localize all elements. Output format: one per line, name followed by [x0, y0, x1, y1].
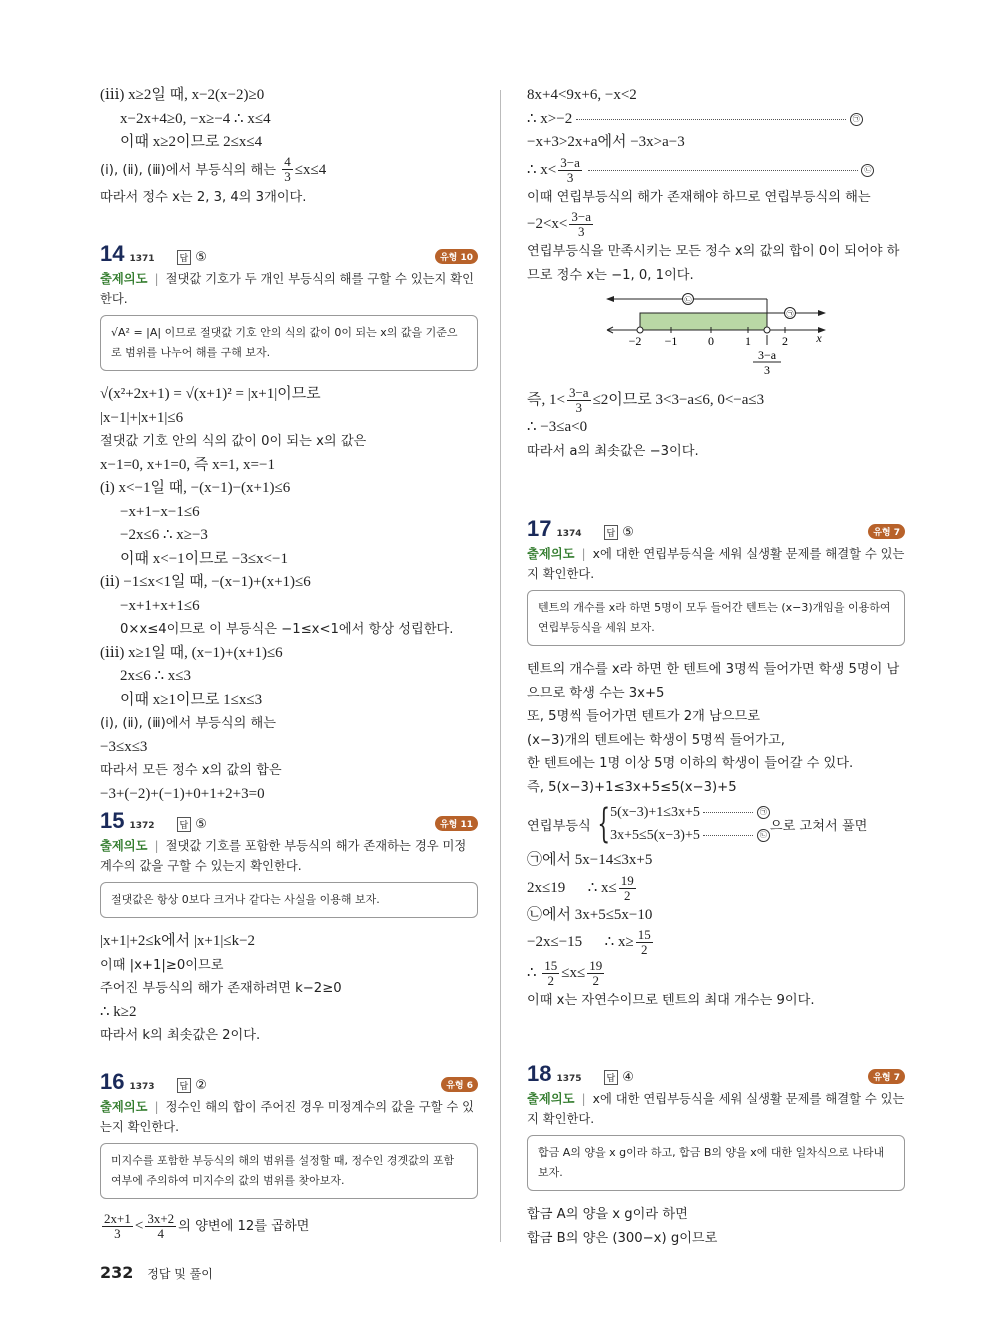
problem-number: 18 — [527, 1061, 552, 1086]
problem-code: 1371 — [129, 254, 155, 264]
text-line: −x+1+x+1≤6 — [120, 597, 200, 614]
open-point — [637, 327, 643, 333]
intent-text: x에 대한 연립부등식을 세워 실생활 문제를 해결할 수 있는지 확인한다. — [527, 547, 905, 581]
problem-18 — [527, 1061, 905, 1250]
axis-label: x — [816, 331, 822, 345]
hint-box: 절댓값은 항상 0보다 크거나 같다는 사실을 이용해 보자. — [100, 882, 478, 918]
problem-number: 17 — [527, 516, 552, 541]
text-line: 절댓값 기호 안의 식의 값이 0이 되는 x의 값은 — [100, 434, 367, 449]
text-line — [527, 927, 905, 958]
problem-16 — [100, 1069, 478, 1242]
footer-label: 정답 및 풀이 — [147, 1267, 213, 1281]
intent-label: 출제의도 — [527, 1092, 575, 1106]
fraction — [282, 155, 293, 184]
numerator: 4 — [284, 154, 291, 169]
intent: 출제의도 | 절댓값 기호를 포함한 부등식의 해가 존재하는 경우 미정계수의 값을 구할 수 있는지 확인한다. — [100, 839, 467, 873]
denominator: 3 — [566, 169, 574, 185]
text-line: √(x²+2x+1) = √(x+1)² = |x+1|이므로 — [100, 386, 321, 402]
text: (ⅰ), (ⅱ), (ⅲ)에서 부등식의 해는 — [100, 162, 277, 178]
denominator: 4 — [157, 1225, 164, 1241]
text: −2x≤−15 ∴ x≥ — [527, 934, 634, 950]
text-line: 므로 정수 x는 −1, 0, 1이다. — [527, 267, 694, 283]
text-line: x−1=0, x+1=0, 즉 x=1, x=−1 — [100, 456, 275, 473]
intent-label: 출제의도 — [100, 272, 148, 286]
denominator: 3 — [575, 400, 582, 416]
problem-code: 1374 — [556, 529, 582, 539]
mark-2: ㉡ — [757, 829, 770, 842]
number-line — [527, 287, 905, 385]
fraction — [569, 210, 593, 239]
text-line: (ⅲ) x≥1일 때, (x−1)+(x+1)≤6 — [100, 644, 283, 661]
text-line: (ⅲ) x≥2일 때, x−2(x−2)≥0 — [100, 87, 265, 103]
text-line: 이때 x<−1이므로 −3≤x<−1 — [120, 550, 288, 567]
numerator: 2x+1 — [104, 1210, 131, 1226]
system-of-inequalities: 연립부등식 { 5(x−3)+1≤3x+5 ㉠ 3x+5≤5(x−3)+5 ㉡ 으로 고쳐서 풀면 — [527, 801, 868, 847]
text-line: 한 텐트에는 1명 이상 5명 이하의 학생이 들어갈 수 있다. — [527, 756, 854, 771]
answer-icon: 답 — [177, 817, 192, 832]
text-line: ㉡에서 3x+5≤5x−10 — [527, 906, 653, 923]
fraction — [636, 928, 653, 957]
type-badge: 유형 6 — [441, 1077, 478, 1092]
answer-value: ⑤ — [622, 525, 634, 540]
text-line: x−2x+4≥0, −x≥−4 ∴ x≤4 — [120, 110, 271, 127]
fraction — [102, 1212, 133, 1241]
fraction — [558, 156, 582, 185]
text-line: −x+3>2x+a에서 −3x>a−3 — [527, 134, 685, 150]
page-footer — [100, 1263, 213, 1282]
text-line — [527, 155, 905, 186]
problem-header — [527, 1061, 905, 1089]
text-line: (ⅱ) −1≤x<1일 때, −(x−1)+(x+1)≤6 — [100, 574, 311, 590]
text: 2x≤19 ∴ x≤ — [527, 879, 617, 896]
fraction — [567, 386, 591, 415]
text-line — [100, 155, 478, 186]
text-line: 따라서 정수 x는 2, 3, 4의 3개이다. — [100, 189, 307, 205]
intent: 출제의도 | x에 대한 연립부등식을 세워 실생활 문제를 해결할 수 있는지 확인한다. — [527, 1092, 905, 1126]
text-line: 주어진 부등식의 해가 존재하려면 k−2≥0 — [100, 981, 342, 996]
text: 연립부등식 — [527, 818, 591, 834]
mark-1: ㉠ — [850, 113, 863, 126]
text: ≤x≤4 — [294, 161, 327, 178]
text-line: ㉠에서 5x−14≤3x+5 — [527, 852, 653, 868]
text-line — [527, 209, 905, 240]
text-line — [527, 108, 905, 132]
text-line: |x+1|+2≤k에서 |x+1|≤k−2 — [100, 933, 256, 949]
type-badge: 유형 11 — [435, 816, 478, 831]
leader-dots — [576, 119, 846, 120]
right-top-solution — [527, 84, 905, 463]
text: 즉, 1< — [527, 392, 565, 408]
problem-header — [100, 1069, 478, 1097]
problem-14 — [100, 241, 478, 806]
problem-header — [100, 808, 478, 836]
text-line — [527, 873, 905, 904]
numerator: 15 — [544, 958, 558, 974]
hint-box: 텐트의 개수를 x라 하면 5명이 모두 들어간 텐트는 (x−3)개임을 이용하여 연립부등식을 세워 보자. — [527, 590, 905, 646]
intent-text: 절댓값 기호를 포함한 부등식의 해가 존재하는 경우 미정계수의 값을 구할 수 있는지 확인한다. — [100, 839, 467, 873]
problem-17 — [527, 516, 905, 1013]
hint-box: √A² = |A| 이므로 절댓값 기호 안의 식의 값이 0이 되는 x의 값을 기준으로 범위를 나누어 해를 구해 보자. — [100, 315, 478, 371]
answer — [177, 817, 207, 832]
intent-label: 출제의도 — [100, 1100, 148, 1114]
problem-code: 1373 — [129, 1082, 155, 1092]
text-line: 0×x≤4이므로 이 부등식은 −1≤x<1에서 항상 성립한다. — [120, 622, 454, 637]
left-top-solution — [100, 84, 478, 209]
fraction — [542, 959, 559, 988]
text-line: 따라서 모든 정수 x의 값의 합은 — [100, 763, 282, 778]
text: ∴ x>−2 — [527, 110, 573, 127]
intent-label: 출제의도 — [527, 547, 575, 561]
problem-number: 15 — [100, 808, 125, 833]
intent: 출제의도 | x에 대한 연립부등식을 세워 실생활 문제를 해결할 수 있는지 확인한다. — [527, 547, 905, 581]
problem-code: 1375 — [556, 1074, 582, 1084]
leader-dots — [588, 170, 858, 171]
answer — [177, 250, 207, 265]
problem-header — [527, 516, 905, 544]
text-line: 따라서 k의 최솟값은 2이다. — [100, 1028, 261, 1043]
problem-15 — [100, 808, 478, 1048]
denominator: 3 — [284, 169, 291, 184]
text-line: (x−3)개의 텐트에는 학생이 5명씩 들어가고, — [527, 732, 785, 748]
tick-label: 1 — [745, 334, 751, 348]
denominator: 2 — [547, 973, 555, 989]
problem-number: 16 — [100, 1069, 125, 1094]
text: ≤x≤ — [561, 965, 586, 981]
intent-label: 출제의도 — [100, 839, 148, 853]
marker-denominator: 3 — [764, 363, 770, 377]
numerator: 15 — [637, 927, 651, 943]
text-line: −3≤x≤3 — [100, 738, 148, 755]
answer-icon: 답 — [177, 250, 192, 265]
text: ∴ x< — [527, 161, 557, 178]
text: ≤2이므로 3<3−a≤6, 0<−a≤3 — [592, 392, 765, 408]
text-line: ∴ −3≤a<0 — [527, 419, 588, 435]
problem-header — [100, 241, 478, 269]
text-line: −x+1−x−1≤6 — [120, 503, 200, 520]
fraction — [145, 1212, 176, 1241]
text-line: 이때 연립부등식의 해가 존재해야 하므로 연립부등식의 해는 — [527, 189, 871, 205]
problem-number: 14 — [100, 241, 125, 266]
mark-1: ㉠ — [757, 806, 770, 819]
problem-code: 1372 — [129, 821, 155, 831]
text-line — [527, 958, 905, 989]
denominator: 2 — [640, 942, 648, 958]
numerator: 19 — [620, 872, 634, 888]
text-line: (ⅰ) x<−1일 때, −(x−1)−(x+1)≤6 — [100, 480, 291, 496]
text-line: −2x≤6 ∴ x≥−3 — [120, 527, 208, 543]
fraction — [587, 959, 604, 988]
type-badge: 유형 10 — [435, 249, 478, 264]
answer-icon: 답 — [604, 525, 619, 540]
text-line: −3+(−2)+(−1)+0+1+2+3=0 — [100, 785, 265, 802]
text: −2<x< — [527, 216, 568, 232]
text-line: 합금 B의 양은 (300−x) g이므로 — [527, 1230, 718, 1246]
tick-label: −2 — [628, 334, 642, 348]
text-line: |x−1|+|x+1|≤6 — [100, 409, 184, 426]
text-line: 이때 |x+1|≥0이므로 — [100, 957, 224, 973]
open-point — [764, 327, 770, 333]
text-line: ∴ k≥2 — [100, 1003, 137, 1020]
numerator: 19 — [589, 958, 603, 974]
answer-value: ⑤ — [195, 250, 207, 265]
column-divider — [500, 90, 501, 1242]
numerator: 3−a — [568, 385, 589, 401]
text-line: $\frac{2x+1}{3}$ < $\frac{3x+2}{4}$ 의 양변에 12를 곱하면 — [104, 1210, 310, 1241]
intent-text: 절댓값 기호가 두 개인 부등식의 해를 구할 수 있는지 확인한다. — [100, 272, 475, 306]
text: ∴ — [527, 965, 537, 981]
tick-label: 0 — [708, 334, 714, 348]
text-line: 이때 x는 자연수이므로 텐트의 최대 개수는 9이다. — [527, 993, 815, 1008]
numerator: 3−a — [571, 209, 591, 225]
tick-label: 2 — [782, 334, 788, 348]
hint-box: 미지수를 포함한 부등식의 해의 범위를 설정할 때, 정수인 경곗값의 포함 여부에 주의하여 미지수의 값의 범위를 찾아보자. — [100, 1143, 478, 1199]
type-badge: 유형 7 — [868, 1069, 905, 1084]
text-line: 즉, 5(x−3)+1≤3x+5≤5(x−3)+5 — [527, 779, 737, 795]
answer-value: ② — [195, 1078, 207, 1093]
inequality-2: 3x+5≤5(x−3)+5 — [610, 828, 700, 843]
text-line: 텐트의 개수를 x라 하면 한 텐트에 3명씩 들어가면 학생 5명이 남 — [527, 662, 900, 677]
text-line: 연립부등식을 만족시키는 모든 정수 x의 값의 합이 0이 되어야 하 — [527, 244, 900, 259]
denominator: 2 — [624, 887, 631, 903]
text-line: 이때 x≥2이므로 2≤x≤4 — [120, 134, 263, 150]
text: 의 양변에 12를 곱하면 — [178, 1219, 310, 1234]
mark-label: ㉠ — [786, 310, 794, 318]
answer-value: ④ — [622, 1070, 634, 1085]
text-line: (ⅰ), (ⅱ), (ⅲ)에서 부등식의 해는 — [100, 716, 277, 731]
type-badge: 유형 7 — [868, 524, 905, 539]
marker-numerator: 3−a — [757, 348, 777, 362]
answer-value: ⑤ — [195, 817, 207, 832]
text-line: 또, 5명씩 들어가면 텐트가 2개 남으므로 — [527, 709, 761, 724]
text-line: 2x≤6 ∴ x≤3 — [120, 668, 192, 684]
hint-box: 합금 A의 양을 x g이라 하고, 합금 B의 양을 x에 대한 일차식으로 나타내 보자. — [527, 1135, 905, 1191]
text-line: 으므로 학생 수는 3x+5 — [527, 685, 665, 701]
mark-label: ㉡ — [684, 296, 692, 304]
answer-icon: 답 — [604, 1070, 619, 1085]
denominator: 2 — [592, 973, 600, 989]
text-line: 따라서 a의 최솟값은 −3이다. — [527, 443, 699, 459]
intent-text: 정수인 해의 합이 주어진 경우 미정계수의 값을 구할 수 있는지 확인한다. — [100, 1100, 475, 1134]
denominator: 3 — [577, 224, 585, 240]
numerator: 3−a — [560, 154, 580, 170]
answer — [604, 1070, 634, 1085]
tick-label: −1 — [664, 334, 678, 348]
text-line: 8x+4<9x+6, −x<2 — [527, 87, 637, 103]
mark-2: ㉡ — [861, 164, 874, 177]
page-number: 232 — [100, 1263, 134, 1282]
intent: 출제의도 | 정수인 해의 합이 주어진 경우 미정계수의 값을 구할 수 있는지 확인한다. — [100, 1100, 475, 1134]
text-line — [527, 385, 905, 416]
denominator: 3 — [114, 1225, 121, 1241]
numerator: 3x+2 — [147, 1210, 175, 1226]
answer — [604, 525, 634, 540]
text-line: 합금 A의 양을 x g이라 하면 — [527, 1207, 688, 1222]
text-line: 이때 x≥1이므로 1≤x≤3 — [120, 691, 263, 708]
answer — [177, 1078, 207, 1093]
text: 으로 고쳐서 풀면 — [769, 818, 868, 834]
answer-icon: 답 — [177, 1078, 192, 1093]
intent-text: x에 대한 연립부등식을 세워 실생활 문제를 해결할 수 있는지 확인한다. — [527, 1092, 905, 1126]
inequality-1: 5(x−3)+1≤3x+5 — [610, 805, 700, 820]
intent: 출제의도 | 절댓값 기호가 두 개인 부등식의 해를 구할 수 있는지 확인한다. — [100, 272, 475, 306]
fraction — [619, 874, 636, 903]
